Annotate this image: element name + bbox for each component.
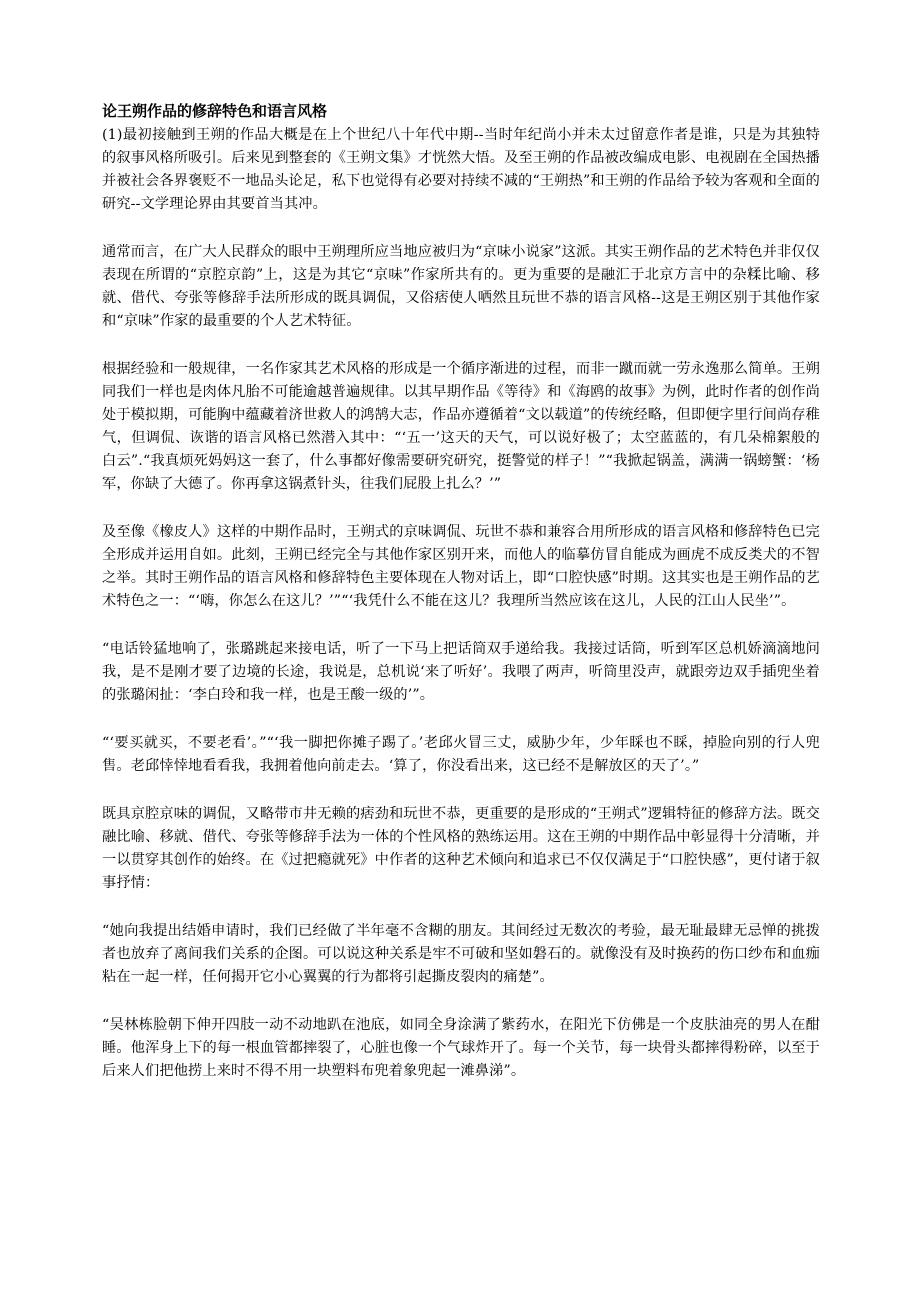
paragraph: (1)最初接触到王朔的作品大概是在上个世纪八十年代中期--当时年纪尚小并未太过留意作者是谁，只是为其独特的叙事风格所吸引。后来见到整套的《王朔文集》才恍然大悟。及至王朔的作品被改编成电影、电视剧在全国热播并被社会各界褒贬不一地品头论足，私下也觉得有必要对持续不减的“王朔热”和王朔的作品给予较为客观和全面的研究--文学理论界由其要首当其冲。: [102, 127, 820, 212]
document-page: [102, 100, 820, 1108]
paragraph: 既具京腔京味的调侃，又略带市井无赖的痞劲和玩世不恭，更重要的是形成的“王朔式”逻辑特征的修辞方法。既交融比喻、移就、借代、夸张等修辞手法为一体的个性风格的熟练运用。这在王朔的中期作品中彰显得十分清晰，并一以贯穿其创作的始终。在《过把瘾就死》中作者的这种艺术倾向和追求已不仅仅满足于“口腔快感”，更付诸于叙事抒情：: [102, 806, 820, 891]
document-title: 论王朔作品的修辞特色和语言风格: [102, 102, 328, 120]
paragraph: “电话铃猛地响了，张璐跳起来接电话，听了一下马上把话筒双手递给我。我接过话筒，听到军区总机娇滴滴地问我，是不是刚才要了边境的长途，我说是，总机说‘来了听好’。我喂了两声，听筒里没声，就跟旁边双手插兜坐着的张璐闲扯：‘李白玲和我一样，也是王酸一级的’”。: [102, 641, 820, 703]
paragraph: “吴林栋脸朝下伸开四肢一动不动地趴在池底，如同全身涂满了紫药水，在阳光下仿佛是一个皮肤油亮的男人在酣睡。他浑身上下的每一根血管都摔裂了，心脏也像一个气球炸开了。每一个关节，每一块骨头都摔得粉碎，以至于后来人们把他捞上来时不得不用一块塑料布兜着象兜起一滩鼻涕”。: [102, 1017, 820, 1079]
paragraph: 根据经验和一般规律，一名作家其艺术风格的形成是一个循序渐进的过程，而非一蹴而就一劳永逸那么简单。王朔同我们一样也是肉体凡胎不可能逾越普遍规律。以其早期作品《等待》和《海鸥的故事》为例，此时作者的创作尚处于模拟期，可能胸中蕴藏着济世救人的鸿鹄大志，作品亦遵循着“文以载道”的传统经略，但即便字里行间尚存稚气，但调侃、诙谐的语言风格已然潜入其中：“‘五一’这天的天气，可以说好极了；太空蓝蓝的，有几朵棉絮般的白云”.“我真烦死妈妈这一套了，什么事都好像需要研究研究，挺警觉的样子！”“我掀起锅盖，满满一锅螃蟹：‘杨军，你缺了大德了。你再拿这锅煮针头，往我们屁股上扎么？’”: [102, 361, 820, 492]
paragraph: 通常而言，在广大人民群众的眼中王朔理所应当地应被归为“京味小说家”这派。其实王朔作品的艺术特色并非仅仅表现在所谓的“京腔京韵”上，这是为其它“京味”作家所共有的。更为重要的是融汇于北京方言中的杂糅比喻、移就、借代、夸张等修辞手法所形成的既具调侃，又俗痞使人哂然且玩世不恭的语言风格--这是王朔区别于其他作家和“京味”作家的最重要的个人艺术特征。: [102, 244, 820, 329]
paragraph: 及至像《橡皮人》这样的中期作品时，王朔式的京味调侃、玩世不恭和兼容合用所形成的语言风格和修辞特色已完全形成并运用自如。此刻，王朔已经完全与其他作家区别开来，而他人的临摹仿冒自能成为画虎不成反类犬的不智之举。其时王朔作品的语言风格和修辞特色主要体现在人物对话上，即“口腔快感”时期。这其实也是王朔作品的艺术特色之一：“‘嗨，你怎么在这儿？’”“‘我凭什么不能在这儿？我理所当然应该在这儿，人民的江山人民坐’”。: [102, 524, 820, 609]
paragraph: “她向我提出结婚申请时，我们已经做了半年毫不含糊的朋友。其间经过无数次的考验，最无耻最肆无忌惮的挑拨者也放弃了离间我们关系的企图。可以说这种关系是牢不可破和坚如磐石的。就像没有及时换药的伤口纱布和血痂粘在一起一样，任何揭开它小心翼翼的行为都将引起撕皮裂肉的痛楚”。: [102, 923, 820, 985]
paragraph: “‘要买就买，不要老看’。”“‘我一脚把你摊子踢了。’老邱火冒三丈，威胁少年，少年睬也不睬，掉脸向别的行人兜售。老邱悻悻地看看我，我拥着他向前走去。‘算了，你没看出来，这已经不是解放区的天了’。”: [102, 735, 820, 774]
